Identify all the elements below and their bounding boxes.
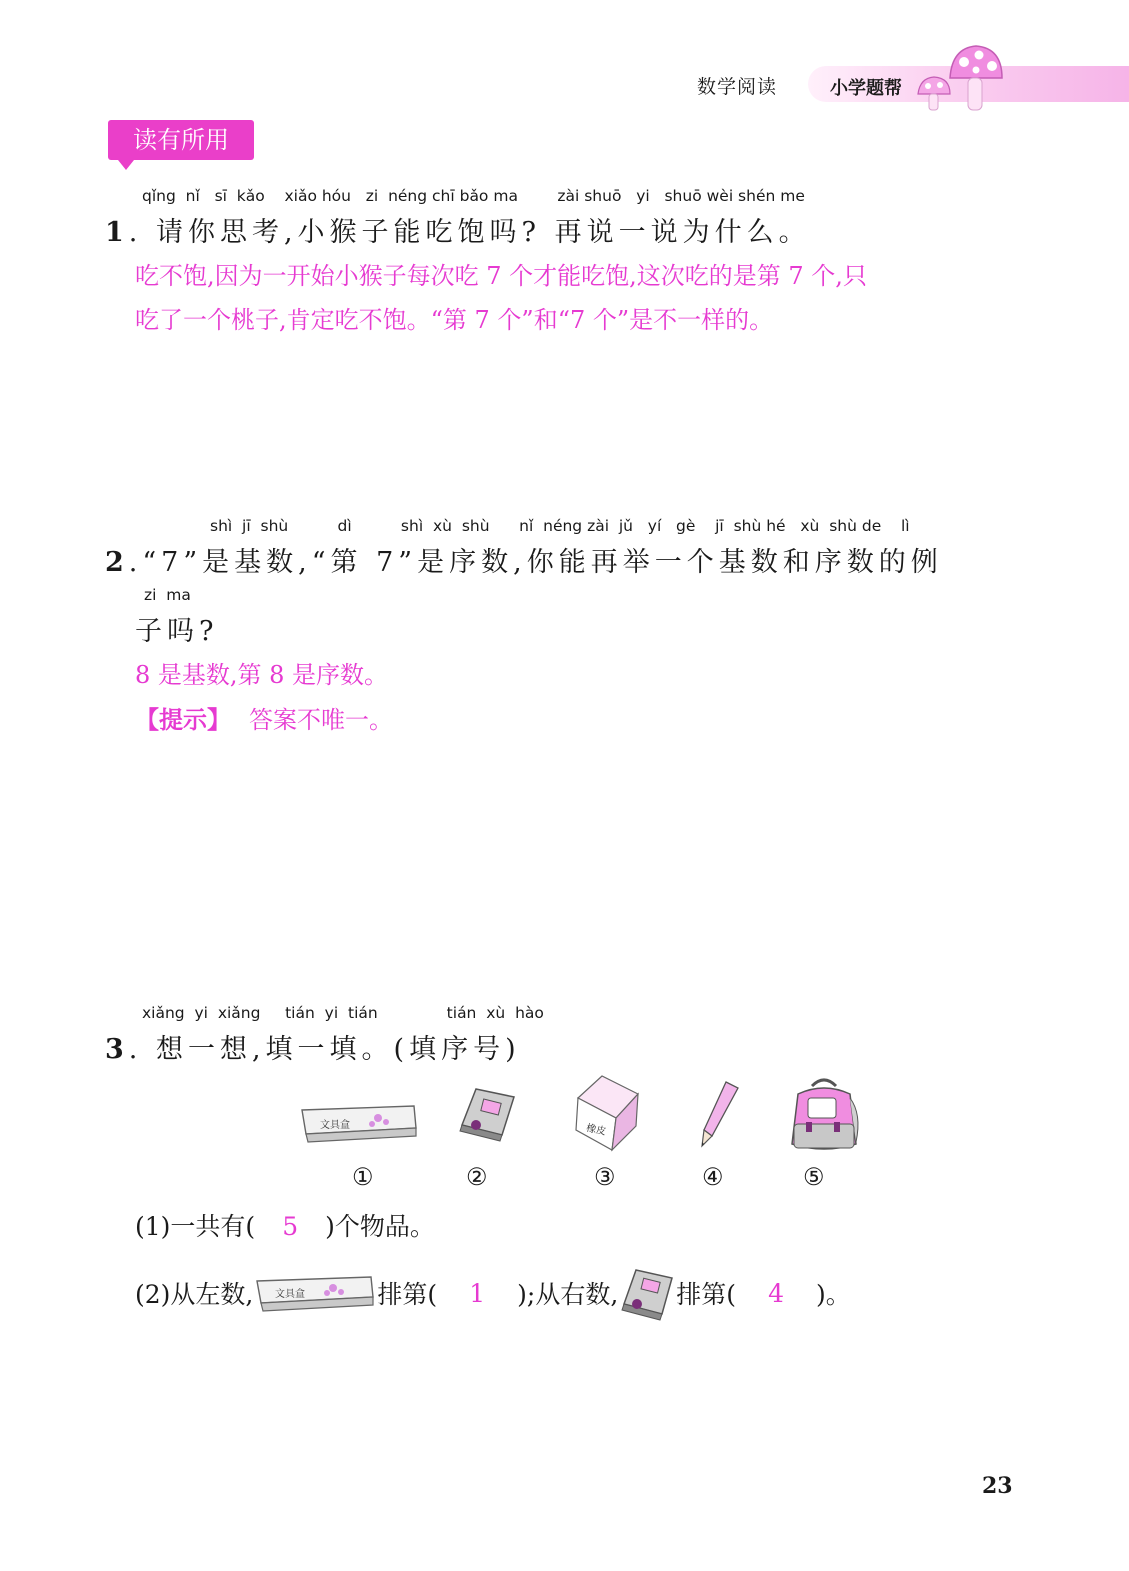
q3-pinyin: xiǎng yi xiǎng tián yi tián tián xù hào	[142, 1004, 544, 1022]
item-label-4: ④	[702, 1163, 724, 1191]
eraser-icon	[572, 1074, 644, 1154]
backpack-icon	[784, 1074, 864, 1158]
q2-number: 2	[105, 547, 129, 578]
q1-number: 1	[105, 217, 129, 248]
q2-question: .“7”是基数,“第 7”是序数,你能再举一个基数和序数的例	[128, 547, 943, 578]
eraser-label: 橡皮	[585, 1122, 607, 1138]
item-label-2: ②	[466, 1163, 488, 1191]
pencil-sharpener-icon-inline	[618, 1264, 676, 1322]
item-label-3: ③	[594, 1163, 616, 1191]
hint-label: 【提示】	[135, 706, 231, 734]
sub2-part-d: 排第(	[676, 1280, 737, 1309]
q2-text-line1	[105, 540, 943, 579]
pencil-icon	[698, 1080, 744, 1150]
item-label-5: ⑤	[803, 1163, 825, 1191]
book-title: 数学阅读	[697, 76, 778, 98]
q1-answer-line2: 吃了一个桃子,肯定吃不饱。“第 7 个”和“7 个”是不一样的。	[135, 306, 774, 334]
q1-answer-line1: 吃不饱,因为一开始小猴子每次吃 7 个才能吃饱,这次吃的是第 7 个,只	[135, 262, 867, 290]
q2-hint	[135, 700, 393, 735]
q1-pinyin: qǐng nǐ sī kǎo xiǎo hóu zi néng chī bǎo ma zài shuō yi shuō wèi shén me	[142, 187, 805, 205]
pencil-case-label: 文具盒	[320, 1120, 350, 1131]
q2-pinyin-line1: shì jī shù dì shì xù shù nǐ néng zài jǔ yí gè jī shù hé xù shù de lì	[210, 517, 910, 535]
series-tag: 小学题帮	[830, 78, 902, 99]
mushroom-icon	[912, 38, 1008, 112]
pencil-case-icon	[298, 1100, 420, 1144]
q3-number: 3	[105, 1034, 129, 1065]
sub2-answer2: 4	[768, 1278, 784, 1308]
pencil-case-icon-inline	[253, 1273, 377, 1313]
q3-sub1	[135, 1207, 435, 1243]
q2-answer: 8 是基数,第 8 是序数。	[135, 661, 389, 689]
sub1-prefix: (1)一共有(	[135, 1212, 256, 1241]
q3-question: . 想一想,填一填。(填序号)	[128, 1034, 521, 1065]
sub2-part-b: 排第(	[377, 1280, 438, 1309]
page-number: 23	[982, 1473, 1013, 1499]
sub2-part-a: (2)从左数,	[135, 1280, 254, 1309]
q1-question: . 请你思考,小猴子能吃饱吗? 再说一说为什么。	[128, 217, 811, 248]
q3-text	[105, 1027, 521, 1066]
sub2-answer1: 1	[469, 1278, 486, 1308]
pencil-sharpener-icon	[456, 1083, 520, 1145]
item-label-1: ①	[352, 1163, 374, 1191]
sub2-part-c: );从右数,	[517, 1280, 619, 1309]
sub1-answer: 5	[282, 1212, 299, 1241]
sub2-part-e: )。	[816, 1280, 851, 1309]
q2-text-line2: 子吗?	[135, 616, 219, 647]
q1-text	[105, 210, 811, 249]
q2-pinyin-line2: zi ma	[144, 586, 191, 604]
pencil-case-label-inline: 文具盒	[275, 1289, 306, 1300]
q3-sub2	[135, 1264, 851, 1322]
section-tag: 读有所用	[108, 120, 254, 160]
sub1-suffix: )个物品。	[325, 1212, 435, 1241]
hint-text: 答案不唯一。	[249, 706, 393, 734]
